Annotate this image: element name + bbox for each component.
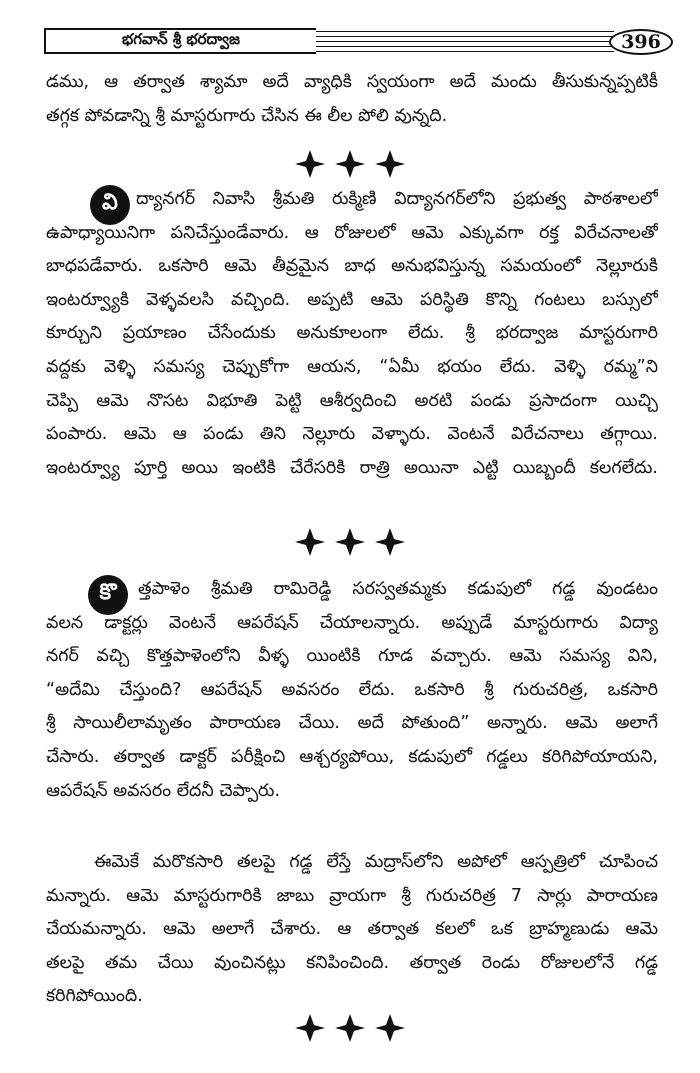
text-line: ఉపాధ్యాయినిగా పనిచేస్తుండేవారు. ఆ రోజులలో ఆమె ఎక్కువగా రక్త విరేచనాలతో bbox=[46, 222, 658, 243]
fleuron-icon bbox=[295, 1012, 405, 1044]
drop-cap: కొ bbox=[88, 575, 128, 615]
fleuron-icon bbox=[295, 526, 405, 558]
text-line: మన్నారు. ఆమె మాస్టరుగారికి జాబు వ్రాయగా శ్రీ గురుచరిత్ర 7 సార్లు పారాయణ bbox=[46, 885, 658, 906]
text-line: ఇంటర్వ్యూ పూర్తి అయి ఇంటికి చేరేసరికి రాత్రి అయినా ఎట్టి యిబ్బందీ కలగలేదు. bbox=[46, 457, 658, 478]
drop-cap: వి bbox=[90, 185, 130, 225]
text-line: చేయమన్నారు. ఆమె అలాగే చేశారు. ఆ తర్వాత కలలో ఒక బ్రాహ్మణుడు ఆమె bbox=[46, 919, 658, 940]
text-line: తగ్గక పోవడాన్ని శ్రీ మాస్టరుగారు చేసిన ఈ లీల పోలి వున్నది. bbox=[46, 105, 448, 126]
paragraph-saraswatamma bbox=[46, 573, 658, 808]
text-line: నగర్ వచ్చి కొత్తపాళెంలోని వీళ్ళ యింటికి గూడ వచ్చారు. ఆమె సమస్య విని, bbox=[46, 646, 658, 667]
text-line: కరిగిపోయింది. bbox=[46, 986, 143, 1007]
book-title: భగవాన్ శ్రీ భరద్వాజ bbox=[44, 28, 316, 54]
paragraph-continued bbox=[46, 66, 658, 133]
text-line: ఈమెకే మరొకసారి తలపై గడ్డ లేస్తే మద్రాస్‌లోని అపోలో ఆస్పత్రిలో చూపించ bbox=[94, 852, 658, 872]
text-line: వలన డాక్టర్లు వెంటనే ఆపరేషన్ చేయాలన్నారు. అప్పుడే మాస్టరుగారు విద్యా bbox=[46, 612, 658, 633]
text-line: పంపారు. ఆమె ఆ పండు తిని నెల్లూరు వెళ్ళారు. వెంటనే విరేచనాలు తగ్గాయి. bbox=[46, 424, 658, 445]
text-line: శ్రీ సాయిలీలామృతం పారాయణ చేయి. అదే పోతుంది” అన్నారు. ఆమె అలాగే bbox=[46, 713, 658, 734]
paragraph-rukmini bbox=[46, 183, 658, 485]
text-line: బాధపడేవారు. ఒకసారి ఆమె తీవ్రమైన బాధ అనుభవిస్తున్న సమయంలో నెల్లూరుకి bbox=[46, 256, 658, 277]
text-line: ఆపరేషన్ అవసరం లేదనీ చెప్పారు. bbox=[46, 780, 281, 801]
text-line: తలపై తమ చేయి వుంచినట్లు కనిపించింది. తర్వాత రెండు రోజులలోనే గడ్డ bbox=[46, 952, 658, 973]
section-ornament bbox=[0, 1012, 700, 1044]
header-rules bbox=[316, 28, 614, 54]
page-number: 396 bbox=[609, 29, 673, 55]
text-line: ద్యానగర్ నివాసి శ్రీమతి రుక్మిణి విద్యానగర్‌లోని ప్రభుత్వ పాఠశాలలో bbox=[136, 189, 658, 209]
paragraph-apollo bbox=[46, 846, 658, 1014]
text-line: ఇంటర్వ్యూకి వెళ్ళవలసి వచ్చింది. అప్పటి ఆమె పరిస్థితి కొన్ని గంటలు బస్సులో bbox=[46, 289, 658, 310]
section-ornament bbox=[0, 148, 700, 180]
running-header bbox=[44, 28, 664, 54]
fleuron-icon bbox=[295, 148, 405, 180]
text-line: కూర్చుని ప్రయాణం చేసేందుకు అనుకూలంగా లేదు. శ్రీ భరద్వాజ మాస్టరుగారి bbox=[46, 323, 658, 344]
section-ornament bbox=[0, 526, 700, 558]
text-line: చెప్పి ఆమె నొసట విభూతి పెట్టి ఆశీర్వదించి అరటి పండు ప్రసాదంగా యిచ్చి bbox=[46, 390, 658, 411]
text-line: త్తపాళెం శ్రీమతి రామిరెడ్డి సరస్వతమ్మకు కడుపులో గడ్డ వుండటం bbox=[138, 579, 658, 599]
text-line: చేసారు. తర్వాత డాక్టర్ పరీక్షించి ఆశ్చర్యపోయి, కడుపులో గడ్డలు కరిగిపోయాయని, bbox=[46, 746, 658, 767]
text-line: “అదేమి చేస్తుంది? ఆపరేషన్ అవసరం లేదు. ఒకసారి శ్రీ గురుచరిత్ర, ఒకసారి bbox=[46, 679, 658, 700]
text-line: వద్దకు వెళ్ళి సమస్య చెప్పుకోగా ఆయన, “ఏమీ భయం లేదు. వెళ్ళి రమ్మ”ని bbox=[46, 356, 658, 377]
text-line: డము, ఆ తర్వాత శ్యామా అదే వ్యాధికి స్వయంగా అదే మందు తీసుకున్నప్పటికీ bbox=[46, 72, 658, 92]
